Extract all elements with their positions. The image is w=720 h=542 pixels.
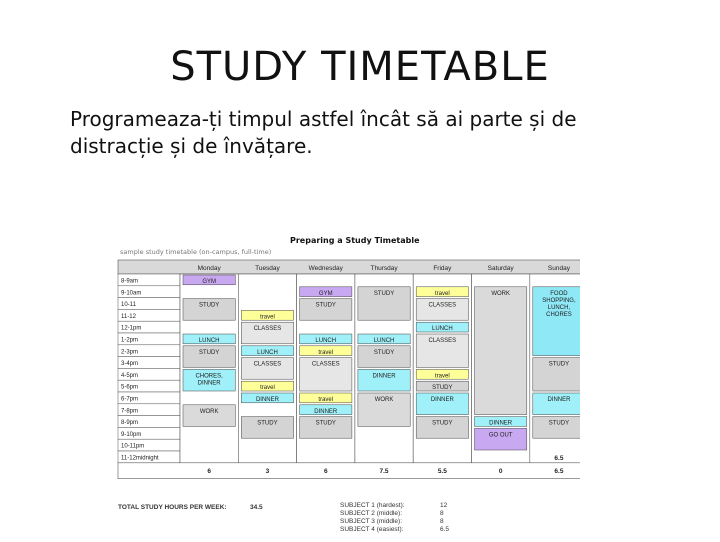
block-label: CHORES, (195, 373, 223, 380)
block-label: CLASSES (311, 361, 340, 368)
subject-hours: 6.5 (440, 526, 450, 533)
time-label: 11-12 (121, 313, 136, 320)
day-total: 7.5 (379, 467, 389, 475)
block-label: DINNER (430, 397, 454, 403)
day-header: Thursday (370, 265, 398, 272)
time-label: 5-6pm (121, 384, 139, 391)
block-label: travel (318, 349, 334, 356)
block-label: LUNCH (373, 338, 395, 344)
block-label: CHORES (546, 311, 572, 318)
subject-label: SUBJECT 1 (hardest): (340, 502, 405, 509)
block-label: STUDY (198, 302, 220, 309)
day-total: 3 (265, 467, 270, 475)
time-label: 8-9am (121, 278, 139, 285)
block-label: STUDY (548, 361, 570, 368)
block-label: travel (260, 314, 275, 321)
day-header: Friday (433, 265, 452, 272)
sunday-extra-total: 6.5 (554, 454, 564, 462)
time-label: 10-11 (121, 302, 136, 309)
timetable-heading: Preparing a Study Timetable (290, 236, 420, 245)
block-label: STUDY (548, 420, 570, 427)
slide-subtitle: Programeaza-ți timpul astfel încât să ai parte și de distracție și de învățare. (70, 107, 577, 158)
block-label: CLASSES (253, 361, 282, 368)
subject-row (340, 502, 460, 510)
timetable-note: sample study timetable (on-campus, full-time) (120, 248, 272, 256)
day-header: Sunday (547, 265, 570, 272)
block-label: DINNER (314, 408, 338, 415)
timetable-footer (110, 502, 580, 542)
day-header: Wednesday (308, 265, 343, 272)
block-label: DINNER (197, 380, 221, 387)
time-label: 4-5pm (121, 372, 139, 379)
subject-hours: 12 (440, 502, 448, 509)
subject-row (340, 510, 460, 518)
block-label: DINNER (255, 397, 279, 403)
block-label: CLASSES (253, 326, 282, 333)
time-label: 9-10am (121, 290, 142, 297)
block-label: STUDY (373, 290, 395, 297)
time-label: 7-8pm (121, 408, 139, 415)
block-label: STUDY (257, 420, 278, 427)
block-label: DINNER (372, 373, 396, 380)
block-label: travel (435, 373, 450, 380)
schedule-block (475, 287, 527, 415)
block-label: STUDY (315, 302, 336, 309)
day-total: 6 (323, 467, 328, 475)
block-label: CLASSES (428, 338, 457, 344)
block-label: CLASSES (428, 302, 457, 309)
subject-label: SUBJECT 2 (middle): (340, 510, 403, 517)
time-label: 11-12midnight (121, 455, 159, 462)
day-total: 6.5 (554, 467, 564, 475)
time-label: 12-1pm (121, 325, 142, 332)
time-label: 3-4pm (121, 361, 139, 368)
day-header: Tuesday (255, 265, 280, 272)
total-hours-value: 34.5 (250, 504, 263, 511)
time-label: 1-2pm (121, 337, 139, 344)
block-label: travel (260, 385, 275, 392)
block-label: LUNCH (198, 338, 220, 344)
time-label: 2-3pm (121, 349, 139, 356)
block-label: FOOD (550, 290, 568, 297)
day-total: 6 (207, 467, 211, 475)
slide-title: STUDY TIMETABLE (170, 44, 550, 90)
timetable-image (110, 232, 580, 540)
time-label: 6-7pm (121, 396, 139, 403)
block-label: LUNCH, (547, 304, 571, 311)
subject-list (340, 502, 460, 534)
subject-hours: 8 (440, 518, 444, 525)
block-label: STUDY (432, 420, 453, 427)
block-label: WORK (199, 408, 219, 415)
day-header: Saturday (487, 265, 514, 272)
block-label: STUDY (315, 420, 336, 427)
total-hours-label: TOTAL STUDY HOURS PER WEEK: (118, 504, 227, 511)
block-label: LUNCH (432, 326, 453, 333)
block-label: DINNER (547, 397, 571, 403)
block-label: SHOPPING, (542, 297, 576, 304)
day-total: 0 (498, 467, 503, 475)
subject-row (340, 526, 460, 534)
block-label: WORK (491, 290, 510, 297)
block-label: GYM (202, 279, 216, 285)
block-label: travel (435, 290, 450, 297)
block-label: STUDY (198, 349, 220, 356)
block-label: STUDY (432, 385, 453, 392)
timetable-grid (110, 232, 580, 502)
block-label: DINNER (489, 420, 513, 427)
block-label: WORK (374, 397, 394, 403)
block-label: GO OUT (488, 432, 513, 439)
day-header: Monday (197, 265, 221, 272)
time-label: 10-11pm (121, 443, 145, 450)
block-label: LUNCH (315, 338, 337, 344)
subject-label: SUBJECT 4 (easiest): (340, 526, 404, 533)
time-label: 8-9pm (121, 420, 139, 427)
day-total: 5.5 (437, 467, 447, 475)
block-label: STUDY (373, 349, 395, 356)
block-label: LUNCH (257, 349, 278, 356)
subject-hours: 8 (440, 510, 444, 517)
block-label: GYM (318, 290, 333, 297)
block-label: travel (318, 397, 334, 403)
subject-label: SUBJECT 3 (middle): (340, 518, 403, 525)
time-label: 9-10pm (121, 431, 142, 438)
subject-row (340, 518, 460, 526)
totals-row (118, 463, 580, 479)
